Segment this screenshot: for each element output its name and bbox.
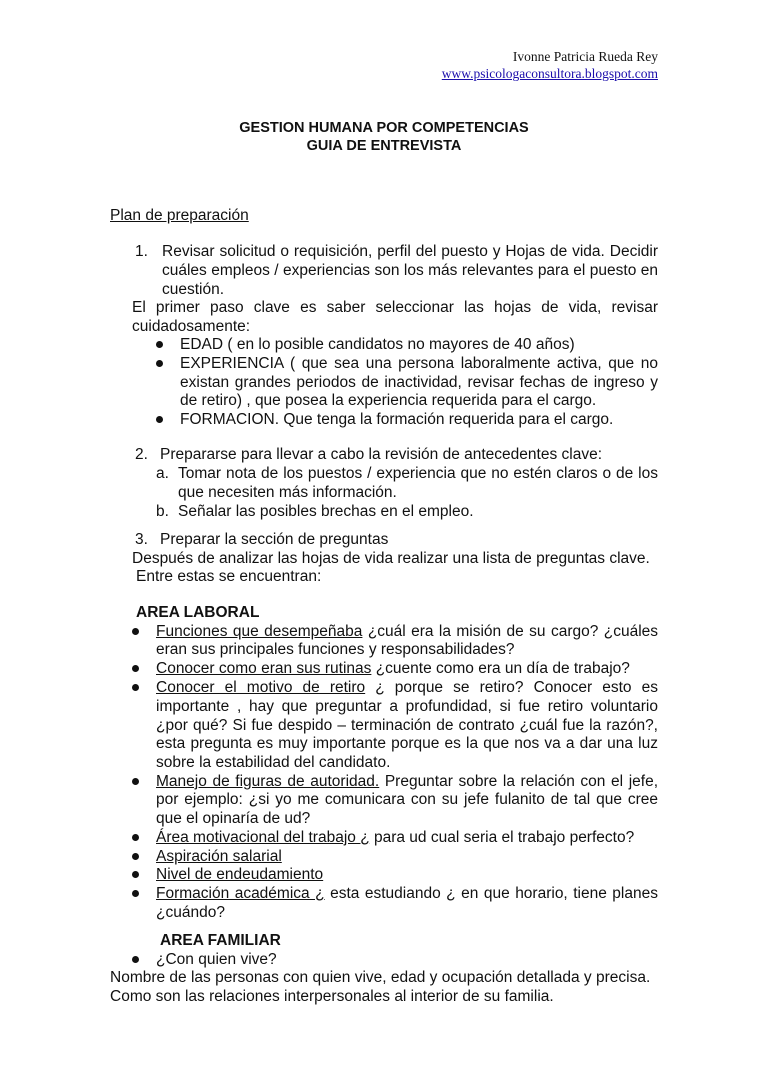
laboral-item: Nivel de endeudamiento	[156, 866, 324, 883]
laboral-item-line: por ejemplo: ¿si yo me comunicara con su jefe fulanito de tal que cree	[156, 791, 658, 808]
laboral-item: Conocer como eran sus rutinas ¿cuente como era un día de trabajo?	[156, 660, 630, 677]
bullet-icon	[132, 890, 139, 897]
step3-line: Después de analizar las hojas de vida realizar una lista de preguntas clave.	[132, 550, 650, 567]
laboral-item-line: ¿por qué? Si fue despido – terminación de contrato ¿cuál fue la razón?,	[156, 717, 658, 734]
step1-line: cuáles empleos / experiencias son los más relevantes para el puesto en	[162, 262, 658, 279]
bullet-icon	[132, 665, 139, 672]
step2-text: Prepararse para llevar a cabo la revisión de antecedentes clave:	[160, 446, 603, 463]
page-header	[442, 48, 658, 82]
laboral-item: Área motivacional del trabajo ¿ para ud cual seria el trabajo perfecto?	[156, 829, 635, 846]
familiar-line: Nombre de las personas con quien vive, edad y ocupación detallada y precisa.	[110, 969, 651, 986]
laboral-item-line: esta pregunta es muy importante porque es la que nos va a dar una luz	[156, 735, 658, 752]
criteria-item: EDAD ( en lo posible candidatos no mayores de 40 años)	[180, 336, 575, 353]
step-number: 2.	[135, 446, 148, 463]
author-name: Ivonne Patricia Rueda Rey	[512, 49, 658, 64]
bullet-icon	[132, 778, 139, 785]
step3-line: Entre estas se encuentran:	[136, 568, 322, 585]
step2-b-text: Señalar las posibles brechas en el empleo.	[178, 503, 474, 520]
step3-text: Preparar la sección de preguntas	[160, 531, 389, 548]
document-title: GESTION HUMANA POR COMPETENCIAS	[239, 120, 529, 136]
bullet-icon	[156, 360, 163, 367]
step1-line: cuestión.	[162, 281, 225, 298]
laboral-item: Manejo de figuras de autoridad. Preguntar sobre la relación con el jefe,	[156, 773, 659, 790]
laboral-item-line: importante , hay que preguntar a profundidad, si fue retiro voluntario	[156, 698, 658, 715]
bullet-icon	[132, 871, 139, 878]
step2-a-line: Tomar nota de los puestos / experiencia que no estén claros o de los	[178, 465, 658, 482]
laboral-item: Funciones que desempeñaba ¿cuál era la misión de su cargo? ¿cuáles	[156, 623, 659, 640]
sub-label: a.	[156, 465, 169, 482]
laboral-item-line: que el opinaría de ud?	[156, 810, 311, 827]
criteria-item: EXPERIENCIA ( que sea una persona laboralmente activa, que no	[180, 355, 658, 372]
step2-a-line: que necesiten más información.	[178, 484, 397, 501]
bullet-icon	[132, 853, 139, 860]
familiar-item: ¿Con quien vive?	[156, 951, 277, 968]
step-number: 3.	[135, 531, 148, 548]
intro-line: El primer paso clave es saber seleccionar las hojas de vida, revisar	[132, 299, 658, 316]
intro-line: cuidadosamente:	[132, 318, 251, 335]
section-heading-laboral: AREA LABORAL	[136, 604, 260, 621]
laboral-item: Conocer el motivo de retiro ¿ porque se retiro? Conocer esto es	[156, 679, 658, 696]
criteria-item: existan grandes periodos de inactividad, revisar fechas de ingreso y	[180, 374, 658, 391]
laboral-item-line: sobre la estabilidad del candidato.	[156, 754, 391, 771]
laboral-item-line: ¿cuándo?	[156, 904, 225, 921]
laboral-item-line: eran sus principales funciones y responsabilidades?	[156, 641, 515, 658]
step-number: 1.	[135, 243, 148, 260]
blog-link[interactable]: www.psicologaconsultora.blogspot.com	[441, 66, 658, 81]
laboral-item: Formación académica ¿ esta estudiando ¿ en que horario, tiene planes	[156, 885, 658, 902]
bullet-icon	[156, 416, 163, 423]
section-heading-plan: Plan de preparación	[110, 207, 249, 224]
familiar-line: Como son las relaciones interpersonales al interior de su familia.	[110, 988, 554, 1005]
bullet-icon	[132, 628, 139, 635]
section-heading-familiar: AREA FAMILIAR	[160, 932, 281, 949]
laboral-item: Aspiración salarial	[156, 848, 282, 865]
bullet-icon	[132, 684, 139, 691]
sub-label: b.	[156, 503, 169, 520]
bullet-icon	[132, 956, 139, 963]
step1-line: Revisar solicitud o requisición, perfil del puesto y Hojas de vida. Decidir	[162, 243, 658, 260]
criteria-item: de retiro) , que posea la experiencia requerida para el cargo.	[180, 392, 597, 409]
document-subtitle: GUIA DE ENTREVISTA	[306, 138, 462, 154]
bullet-icon	[132, 834, 139, 841]
criteria-item: FORMACION. Que tenga la formación requerida para el cargo.	[180, 411, 614, 428]
bullet-icon	[156, 341, 163, 348]
